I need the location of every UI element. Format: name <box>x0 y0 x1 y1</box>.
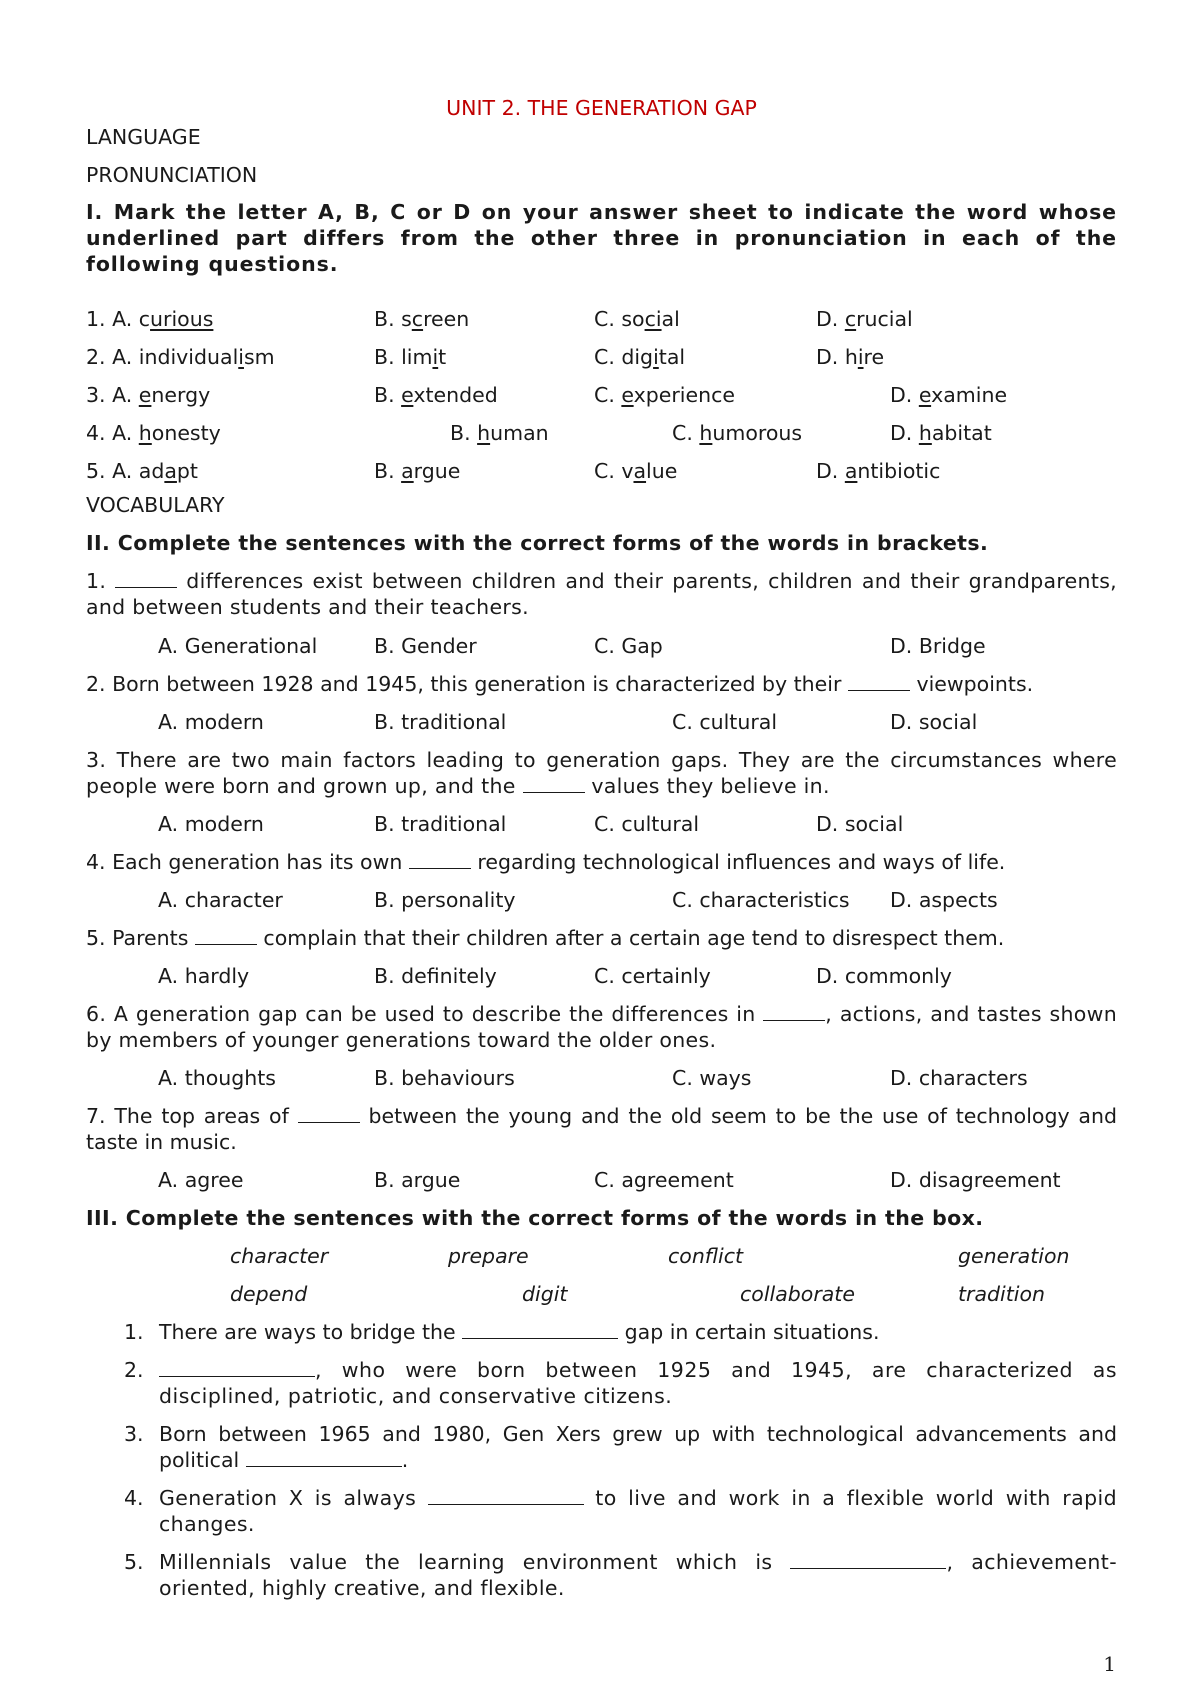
option-a[interactable]: A. hardly <box>158 964 250 988</box>
answer-blank[interactable] <box>409 850 471 869</box>
option-c[interactable]: C. agreement <box>594 1168 734 1192</box>
answer-blank[interactable] <box>523 774 585 793</box>
option-a[interactable]: 2. A. individualism <box>86 345 275 369</box>
answer-blank[interactable] <box>246 1448 402 1467</box>
underlined-part: c <box>844 307 857 331</box>
underlined-part: a <box>633 459 647 483</box>
underlined-part: i <box>857 345 864 369</box>
answer-blank[interactable] <box>790 1550 946 1569</box>
q7-text-post: between the young and the old seem to be the use of technology and taste in music. <box>86 1104 1117 1154</box>
option-b[interactable]: B. argue <box>374 1168 461 1192</box>
page-title: UNIT 2. THE GENERATION GAP <box>446 96 757 120</box>
item-number: 2. <box>124 1358 144 1382</box>
underlined-part: a <box>401 459 414 483</box>
underlined-part: i <box>432 345 439 369</box>
item-text-post: , who were born between 1925 and 1945, are characterized as disciplined, patriotic, and conservative citizens. <box>159 1358 1117 1408</box>
option-b[interactable]: B. argue <box>374 459 461 483</box>
section1-instruction: I. Mark the letter A, B, C or D on your answer sheet to indicate the word whose underlined part differs from the other three in pronunciation in each of the following questions. <box>86 200 1117 276</box>
option-d[interactable]: D. characters <box>890 1066 1028 1090</box>
q5-text-post: complain that their children after a certain age tend to disrespect them. <box>256 926 1005 950</box>
option-c[interactable]: C. cultural <box>672 710 778 734</box>
word-box-item: tradition <box>958 1282 1046 1306</box>
option-b[interactable]: B. screen <box>374 307 470 331</box>
underlined-part: h <box>477 421 491 445</box>
word-box-item: generation <box>958 1244 1070 1268</box>
word-box-item: prepare <box>448 1244 529 1268</box>
option-a[interactable]: A. thoughts <box>158 1066 276 1090</box>
underlined-part: i <box>238 345 244 369</box>
vocab-question-5 <box>86 925 1117 951</box>
option-d[interactable]: D. crucial <box>816 307 913 331</box>
answer-blank[interactable] <box>115 569 177 588</box>
section3-instruction: III. Complete the sentences with the correct forms of the words in the box. <box>86 1206 984 1230</box>
word-box-item: conflict <box>668 1244 744 1268</box>
vocab-question-4 <box>86 849 1117 875</box>
underlined-part: h <box>699 421 713 445</box>
word-box-item: digit <box>522 1282 568 1306</box>
answer-blank[interactable] <box>159 1358 315 1377</box>
q4-text-pre: 4. Each generation has its own <box>86 850 409 874</box>
underlined-part: c <box>411 307 424 331</box>
option-a[interactable]: A. modern <box>158 812 264 836</box>
q7-text-pre: 7. The top areas of <box>86 1104 298 1128</box>
q4-text-post: regarding technological influences and ways of life. <box>470 850 1006 874</box>
underlined-part: h <box>138 421 152 445</box>
section2-instruction: II. Complete the sentences with the correct forms of the words in brackets. <box>86 531 989 555</box>
option-c[interactable]: C. cultural <box>594 812 700 836</box>
item-number: 5. <box>124 1550 144 1574</box>
option-b[interactable]: B. human <box>450 421 549 445</box>
option-a[interactable]: 1. A. curious <box>86 307 214 331</box>
option-b[interactable]: B. traditional <box>374 710 507 734</box>
option-d[interactable]: D. hire <box>816 345 885 369</box>
option-c[interactable]: C. digital <box>594 345 686 369</box>
vocab-question-2 <box>86 671 1117 697</box>
item-text-pre: There are ways to bridge the <box>159 1320 463 1344</box>
option-b[interactable]: B. traditional <box>374 812 507 836</box>
q3-text-post: values they believe in. <box>584 774 830 798</box>
q3-text-pre: 3. There are two main factors leading to generation gaps. They are the circumstances where people were born and grown up, and the <box>86 748 1117 798</box>
q2-text-pre: 2. Born between 1928 and 1945, this generation is characterized by their <box>86 672 848 696</box>
word-box-item: depend <box>230 1282 308 1306</box>
underlined-part: h <box>918 421 932 445</box>
underlined-part: e <box>621 383 634 407</box>
option-d[interactable]: D. disagreement <box>890 1168 1061 1192</box>
underlined-part: e <box>401 383 414 407</box>
option-a[interactable]: A. character <box>158 888 283 912</box>
item-text-post: to live and work in a flexible world with rapid changes. <box>159 1486 1118 1536</box>
underlined-part: urious <box>150 307 214 331</box>
option-d[interactable]: D. habitat <box>890 421 992 445</box>
answer-blank[interactable] <box>428 1486 584 1505</box>
option-d[interactable]: D. social <box>816 812 904 836</box>
item-text-post: . <box>401 1448 409 1472</box>
option-c[interactable]: C. ways <box>672 1066 752 1090</box>
language-heading: LANGUAGE <box>86 125 201 149</box>
underlined-part: a <box>164 459 177 483</box>
answer-blank[interactable] <box>763 1002 825 1021</box>
item-number: 1. <box>124 1320 144 1344</box>
vocab-question-7 <box>86 1103 1117 1155</box>
item-number: 3. <box>124 1422 144 1446</box>
option-b[interactable]: B. definitely <box>374 964 497 988</box>
option-d[interactable]: D. antibiotic <box>816 459 941 483</box>
pronunciation-heading: PRONUNCIATION <box>86 163 258 187</box>
option-c[interactable]: C. characteristics <box>672 888 850 912</box>
option-c[interactable]: C. value <box>594 459 678 483</box>
q6-text-pre: 6. A generation gap can be used to describe the differences in <box>86 1002 764 1026</box>
q2-text-post: viewpoints. <box>909 672 1034 696</box>
option-d[interactable]: D. Bridge <box>890 634 986 658</box>
vocab-question-6 <box>86 1001 1117 1053</box>
word-box-item: collaborate <box>740 1282 855 1306</box>
underlined-part: i <box>653 345 659 369</box>
option-d[interactable]: D. social <box>890 710 978 734</box>
answer-blank[interactable] <box>848 672 910 691</box>
option-b[interactable]: B. behaviours <box>374 1066 515 1090</box>
option-d[interactable]: D. commonly <box>816 964 952 988</box>
option-a[interactable]: 5. A. adapt <box>86 459 198 483</box>
option-a[interactable]: A. agree <box>158 1168 244 1192</box>
q6-text-post: , actions, and tastes shown by members of younger generations toward the older ones. <box>86 1002 1117 1052</box>
option-b[interactable]: B. Gender <box>374 634 477 658</box>
option-d[interactable]: D. aspects <box>890 888 998 912</box>
item-text-post: gap in certain situations. <box>618 1320 880 1344</box>
item-text-pre: Generation X is always <box>159 1486 428 1510</box>
option-a[interactable]: 3. A. energy <box>86 383 211 407</box>
option-a[interactable]: A. Generational <box>158 634 318 658</box>
underlined-part: e <box>918 383 932 407</box>
option-c[interactable]: C. social <box>594 307 680 331</box>
q5-text-pre: 5. Parents <box>86 926 195 950</box>
vocab-question-1 <box>86 568 1117 620</box>
item-text-post: , achievement-oriented, highly creative, and flexible. <box>159 1550 1117 1600</box>
item-text-pre: Born between 1965 and 1980, Gen Xers grew up with technological advancements and political <box>159 1422 1117 1472</box>
option-c[interactable]: C. experience <box>594 383 735 407</box>
vocab-question-3 <box>86 747 1117 799</box>
underlined-part: e <box>138 383 152 407</box>
q1-text: differences exist between children and their parents, children and their grandparents, and between students and their teachers. <box>86 569 1117 619</box>
page-number: 1 <box>1103 1652 1116 1676</box>
option-a[interactable]: 4. A. honesty <box>86 421 221 445</box>
option-b[interactable]: B. extended <box>374 383 498 407</box>
answer-blank[interactable] <box>195 926 257 945</box>
option-a[interactable]: A. modern <box>158 710 264 734</box>
option-c[interactable]: C. humorous <box>672 421 803 445</box>
option-d[interactable]: D. examine <box>890 383 1008 407</box>
item-text-pre: Millennials value the learning environment which is <box>159 1550 791 1574</box>
underlined-part: ci <box>644 307 662 331</box>
answer-blank[interactable] <box>462 1320 618 1339</box>
option-c[interactable]: C. certainly <box>594 964 711 988</box>
answer-blank[interactable] <box>298 1104 360 1123</box>
word-box-item: character <box>230 1244 329 1268</box>
item-number: 4. <box>124 1486 144 1510</box>
option-b[interactable]: B. limit <box>374 345 447 369</box>
option-c[interactable]: C. Gap <box>594 634 663 658</box>
underlined-part: a <box>844 459 858 483</box>
option-b[interactable]: B. personality <box>374 888 516 912</box>
q1-number: 1. <box>86 569 107 593</box>
vocabulary-heading: VOCABULARY <box>86 493 225 517</box>
